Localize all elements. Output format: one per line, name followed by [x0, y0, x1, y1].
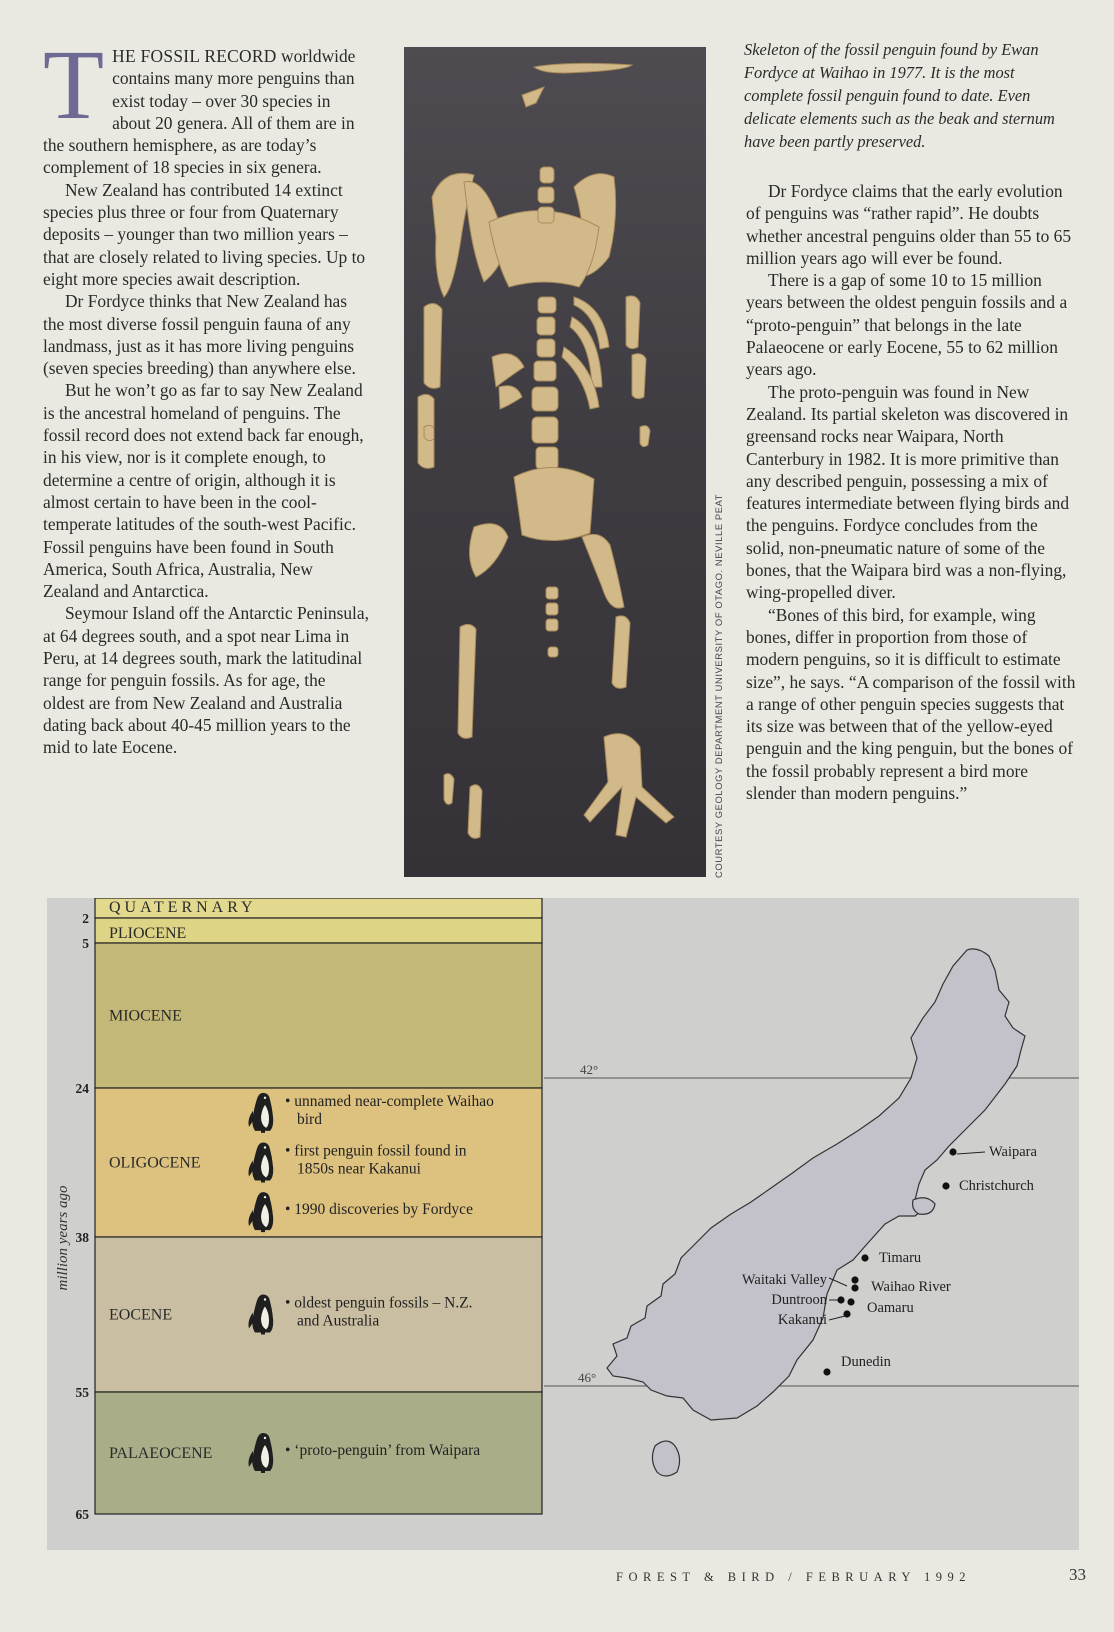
beak-bone — [534, 63, 632, 73]
left-wing-bone — [424, 303, 442, 388]
place-marker — [861, 1254, 868, 1261]
place-label: Waipara — [989, 1144, 1037, 1160]
place-leader-line — [829, 1316, 845, 1320]
page-number: 33 — [1069, 1565, 1086, 1584]
drop-cap: T — [43, 29, 105, 140]
right-foot-bone — [584, 734, 674, 837]
magazine-footer: FOREST & BIRD / FEBRUARY 1992 — [616, 1570, 972, 1584]
photo-caption: Skeleton of the fossil penguin found by Ewan Fordyce at Waihao in 1977. It is the most complete fossil penguin found to date. Even delicate elements such as the beak and sternum have been partly preserved. — [744, 40, 1055, 151]
left-toe-bone — [444, 774, 454, 805]
place-label: Kakanui — [777, 1312, 827, 1328]
place-marker — [837, 1296, 844, 1303]
place-marker — [847, 1298, 854, 1305]
right-tibia — [612, 616, 630, 688]
skeleton-illustration — [404, 47, 706, 877]
right-femur — [582, 534, 624, 608]
place-label: Oamaru — [867, 1300, 914, 1316]
axis-tick-label: 5 — [82, 936, 89, 951]
banks-peninsula — [913, 1198, 935, 1215]
latitude-label-42: 42° — [580, 1062, 599, 1077]
place-label: Waihao River — [871, 1279, 951, 1295]
place-marker — [942, 1182, 949, 1189]
y-axis-label: million years ago — [55, 1185, 71, 1291]
place-leader-line — [957, 1152, 985, 1154]
body-paragraph: New Zealand has contributed 14 extinct species plus three or four from Quaternary deposits – younger than two million years – that are closely related to living species. Up to eight more species await description. — [43, 179, 366, 289]
rib-bone — [492, 354, 524, 387]
epoch-label: PLIOCENE — [109, 925, 187, 942]
place-marker — [851, 1276, 858, 1283]
body-paragraph: The proto-penguin was found in New Zealand. Its partial skeleton was discovered in greensand rocks near Waipara, North Canterbury in 1982. It is more primitive than any described penguin, possessing a mix of features intermediate between flying birds and the penguins. Fordyce concludes from the solid, non-pneumatic nature of some of the bones, that the Waipara bird was a non-flying, wing-propelled diver. — [746, 381, 1070, 603]
place-label: Waitaki Valley — [741, 1272, 827, 1288]
wing-tip-bone — [424, 425, 434, 440]
south-island-map — [544, 949, 1079, 1476]
lead-text: worldwide contains many more penguins than exist today – over 30 species in about 20 genera. All of them are in the southern hemisphere, as are today’s complement of 18 species in six genera. — [43, 46, 356, 178]
axis-tick-label: 38 — [75, 1230, 89, 1245]
event-label: • oldest penguin fossils – N.Z. and Australia — [285, 1294, 473, 1330]
lead-paragraph — [43, 29, 370, 179]
lead-smallcaps: HE FOSSIL RECORD — [112, 46, 277, 66]
left-tibia — [458, 624, 476, 738]
stewart-island — [652, 1441, 679, 1476]
latitude-label-46: 46° — [578, 1370, 597, 1385]
article-right-column — [746, 180, 1076, 804]
event-label: • unnamed near-complete Waihao bird — [285, 1092, 494, 1128]
epoch-label: OLIGOCENE — [109, 1154, 201, 1172]
wing-tip-bone — [640, 426, 650, 447]
article-left-column — [43, 29, 370, 759]
right-wing-bone — [632, 354, 646, 399]
place-label: Duntroon — [771, 1292, 827, 1308]
left-femur — [469, 524, 508, 577]
axis-tick-label: 65 — [75, 1507, 89, 1522]
photo-credit: COURTESY GEOLOGY DEPARTMENT UNIVERSITY OF OTAGO. NEVILLE PEAT — [713, 493, 724, 878]
skeleton-photo — [404, 47, 706, 877]
left-toe-bone — [468, 785, 482, 839]
rib-bone — [499, 386, 522, 409]
axis-tick-label: 55 — [75, 1385, 89, 1400]
epoch-label: MIOCENE — [109, 1007, 182, 1025]
place-marker — [823, 1368, 830, 1375]
place-marker — [843, 1310, 850, 1317]
place-label: Timaru — [879, 1250, 922, 1266]
place-label: Christchurch — [959, 1178, 1034, 1194]
axis-tick-label: 2 — [82, 911, 89, 926]
timescale-and-map-panel — [47, 898, 1079, 1550]
place-marker — [851, 1284, 858, 1291]
body-paragraph: There is a gap of some 10 to 15 million years between the oldest penguin fossils and a “proto-penguin” that belongs in the late Palaeocene or early Eocene, 55 to 62 million years ago. — [746, 270, 1068, 380]
body-paragraph: Dr Fordyce claims that the early evolution of penguins was “rather rapid”. He doubts whether ancestral penguins older than 55 to 65 million years ago will ever be found. — [746, 181, 1072, 268]
body-paragraph: Dr Fordyce thinks that New Zealand has the most diverse fossil penguin fauna of any landmass, just as it has more living penguins (seven species breeding) than anywhere else. — [43, 291, 356, 379]
right-wing-bone — [626, 296, 640, 349]
place-label: Dunedin — [841, 1354, 891, 1370]
timescale-figure — [47, 898, 1079, 1550]
event-label: • first penguin fossil found in 1850s near Kakanui — [285, 1142, 467, 1178]
skull-fragment — [522, 87, 544, 107]
epoch-label: EOCENE — [109, 1306, 173, 1324]
body-paragraph: Seymour Island off the Antarctic Peninsula, at 64 degrees south, and a spot near Lima in Peru, at 14 degrees south, mark the latitudinal range for penguin fossils. As for age, the oldest are from New Zealand and Australia dating back about 40-45 million years to the mid to late Eocene. — [43, 603, 369, 758]
event-label: • 1990 discoveries by Fordyce — [285, 1201, 473, 1219]
pelvis-bone — [514, 467, 594, 540]
epoch-label: QUATERNARY — [109, 899, 257, 916]
body-paragraph: But he won’t go as far to say New Zealand is the ancestral homeland of penguins. The fossil record does not extend back far enough, in his view, nor is it complete enough, to determine a centre of origin, although it is almost certain to have been in the cool-temperate latitudes of the south-west Pacific. Fossil penguins have been found in South America, South Africa, Australia, New Zealand and Antarctica. — [43, 380, 364, 602]
axis-tick-label: 24 — [75, 1081, 89, 1096]
place-marker — [949, 1148, 956, 1155]
epoch-label: PALAEOCENE — [109, 1445, 213, 1462]
event-label: • ‘proto-penguin’ from Waipara — [285, 1442, 481, 1459]
body-paragraph: “Bones of this bird, for example, wing bones, differ in proportion from those of modern penguins, so it is difficult to estimate size”, he says. “A comparison of the fossil with a range of other penguin species suggests that its size was between that of the yellow-eyed penguin and the king penguin, but the bones of the fossil probably represent a bird more slender than modern penguins.” — [746, 604, 1076, 804]
